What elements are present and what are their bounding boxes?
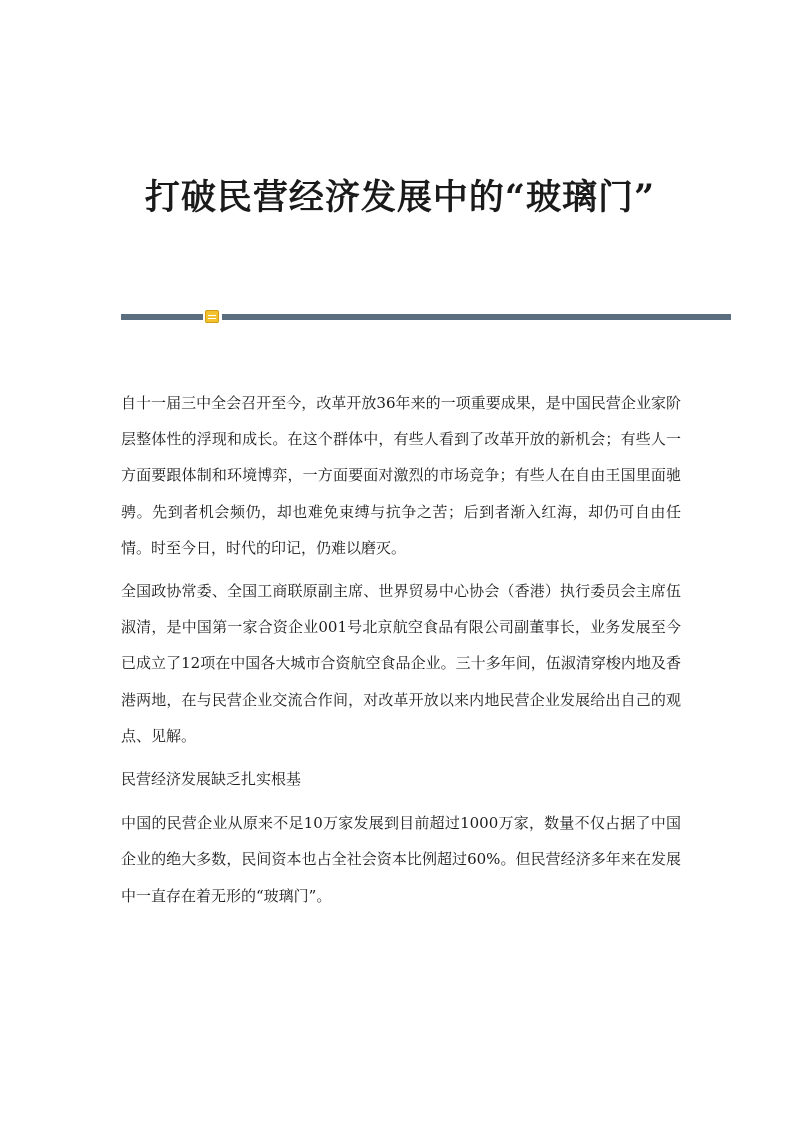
divider-badge-icon <box>205 310 219 323</box>
section-heading: 民营经济发展缺乏扎实根基 <box>121 770 302 789</box>
title-divider <box>121 310 731 322</box>
divider-bar-left <box>121 314 203 320</box>
paragraph-wu-shuqing: 全国政协常委、全国工商联原副主席、世界贸易中心协会（香港）执行委员会主席伍淑清，是中国第一家合资企业001号北京航空食品有限公司副董事长，业务发展至今已成立了12项在中国各大城市合资航空食品企业。三十多年间，伍淑清穿梭内地及香港两地，在与民营企业交流合作间，对改革开放以来内地民营企业发展给出自己的观点、见解。 <box>121 582 681 745</box>
paragraph-glass-door: 中国的民营企业从原来不足10万家发展到目前超过1000万家，数量不仅占据了中国企业的绝大多数，民间资本也占全社会资本比例超过60%。但民营经济多年来在发展中一直存在着无形的“玻璃门”。 <box>121 814 681 905</box>
divider-bar-right <box>222 314 731 320</box>
paragraph-intro: 自十一届三中全会召开至今，改革开放36年来的一项重要成果，是中国民营企业家阶层整体性的浮现和成长。在这个群体中，有些人看到了改革开放的新机会；有些人一方面要跟体制和环境博弈，一方面要面对激烈的市场竞争；有些人在自由王国里面驰骋。先到者机会频仍，却也难免束缚与抗争之苦；后到者渐入红海，却仍可自由任情。时至今日，时代的印记，仍难以磨灭。 <box>121 394 681 557</box>
document-body <box>121 385 681 921</box>
document-title: 打破民营经济发展中的“玻璃门” <box>144 177 656 218</box>
